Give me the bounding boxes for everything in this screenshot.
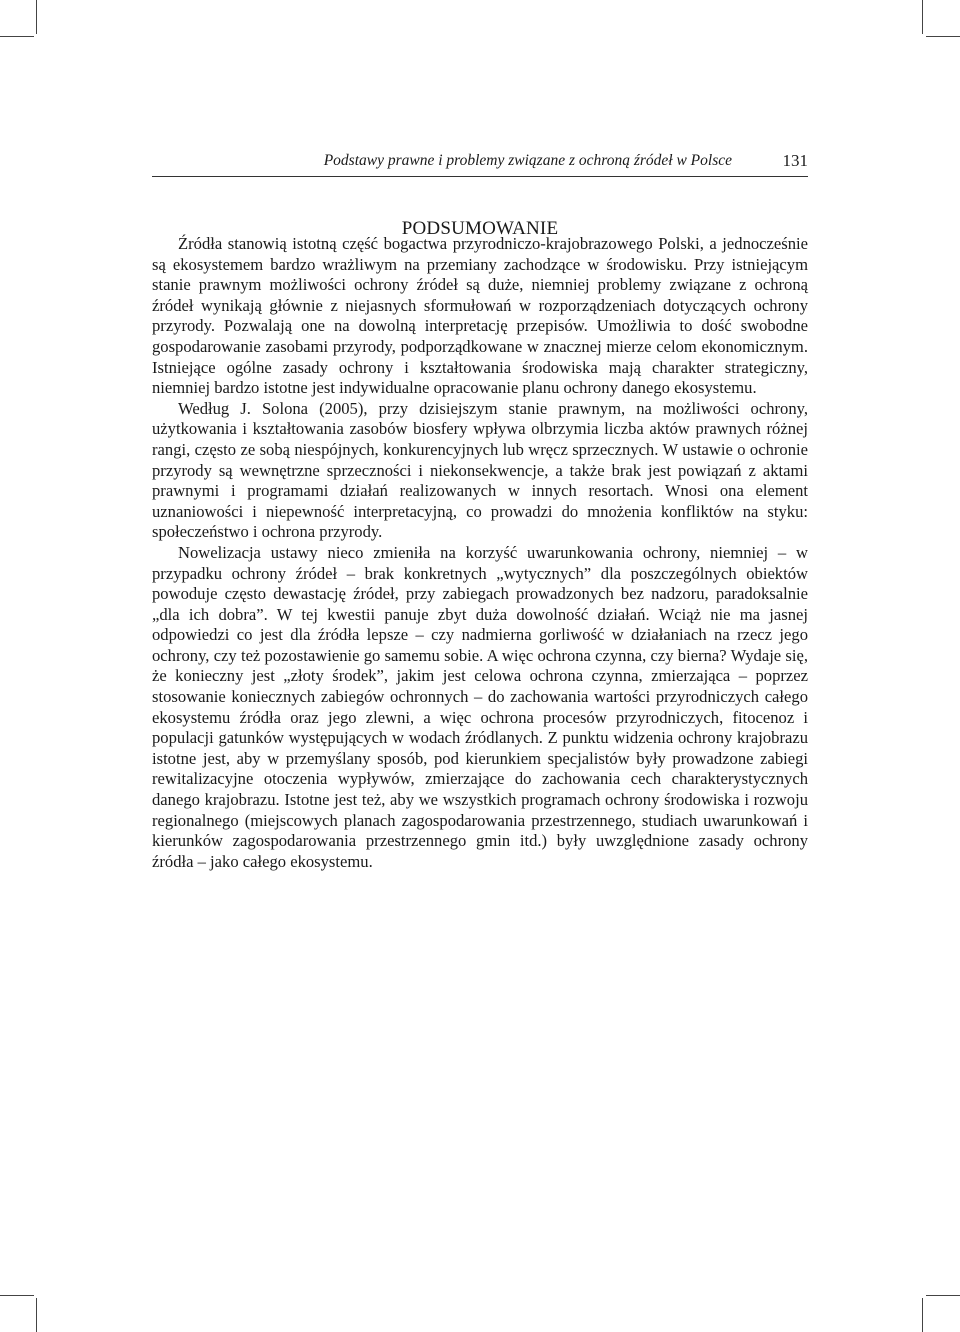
paragraph-1: Źródła stanowią istotną część bogactwa przyrodniczo-krajobrazowego Polski, a jednocześnie są ekosystemem bardzo wrażliwym na przemiany zachodzące w środowisku. Przy istniejącym stanie prawnym możliwości ochrony źródeł są duże, niemniej problemy związane z ochroną źródeł wynikają głównie z niejasnych sformułowań w rozporządzeniach dotyczących ochrony przyrody. Pozwalają one na dowolną interpretację przepisów. Umożliwia to dość swobodne gospodarowanie zasobami przyrody, podporządkowane w znacznej mierze celom ekonomicznym. Istniejące ogólne zasady ochrony i kształtowania środowiska mają charakter strategiczny, niemniej bardzo istotne jest indywidualne opracowanie planu ochrony danego ekosystemu. — [152, 234, 808, 398]
crop-mark-top-right-vertical — [922, 0, 923, 34]
crop-mark-bottom-left-horizontal — [0, 1295, 34, 1296]
crop-mark-bottom-left-vertical — [36, 1298, 37, 1332]
crop-mark-bottom-right-horizontal — [926, 1295, 960, 1296]
page-number: 131 — [782, 151, 808, 170]
section-title: PODSUMOWANIE — [401, 218, 559, 239]
body-text — [152, 234, 808, 872]
paragraph-3: Nowelizacja ustawy nieco zmieniła na korzyść uwarunkowania ochrony, niemniej – w przypadku ochrony źródeł – brak konkretnych „wytycznych” dla poszczególnych obiektów powoduje często dewastację źródeł, przy zabiegach prowadzonych bez nadzoru, paradoksalnie „dla ich dobra”. W tej kwestii panuje zbyt duża dowolność działań. Wciąż nie ma jasnej odpowiedzi co jest dla źródła lepsze – czy nadmierna gorliwość w działaniach na rzecz jego ochrony, czy też pozostawienie go samemu sobie. A więc ochrona czynna, czy bierna? Wydaje się, że konieczny jest „złoty środek”, jakim jest celowa ochrona czynna, zmierzająca – poprzez stosowanie koniecznych zabiegów ochronnych – do zachowania wartości przyrodniczych całego ekosystemu źródła oraz jego zlewni, a więc ochrona procesów przyrodniczych, fitocenoz i populacji gatunków występujących w wodach źródlanych. Z punktu widzenia ochrony krajobrazu istotne jest, aby w przemyślany sposób, pod kierunkiem specjalistów były prowadzone zabiegi rewitalizacyjne otoczenia wypływów, zmierzające do zachowania cech charakterystycznych danego krajobrazu. Istotne jest też, aby we wszystkich programach ochrony środowiska i rozwoju regionalnego (miejscowych planach zagospodarowania przestrzennego, studiach uwarunkowań i kierunków zagospodarowania przestrzennego gmin itd.) były uwzględnione zasady ochrony źródła – jako całego ekosystemu. — [152, 542, 808, 871]
crop-mark-top-left-vertical — [36, 0, 37, 34]
crop-mark-bottom-right-vertical — [922, 1298, 923, 1332]
crop-mark-top-left-horizontal — [0, 36, 34, 37]
crop-mark-top-right-horizontal — [926, 36, 960, 37]
page-header — [152, 150, 808, 177]
running-title: Podstawy prawne i problemy związane z ochroną źródeł w Polsce — [323, 152, 732, 169]
paragraph-2: Według J. Solona (2005), przy dzisiejszym stanie prawnym, na możliwości ochrony, użytkowania i kształtowania zasobów biosfery wpływa olbrzymia liczba aktów prawnych różnej rangi, często ze sobą niespójnych, konkurencyjnych lub wręcz sprzecznych. W ustawie o ochronie przyrody są wewnętrzne sprzeczności i niekonsekwencje, a także brak jest powiązań z aktami prawnymi i programami działań realizowanych w innych resortach. Wnosi ona element uznaniowości i niepewność interpretacyjną, co prowadzi do mnożenia konfliktów na styku: społeczeństwo i ochrona przyrody. — [152, 398, 808, 542]
